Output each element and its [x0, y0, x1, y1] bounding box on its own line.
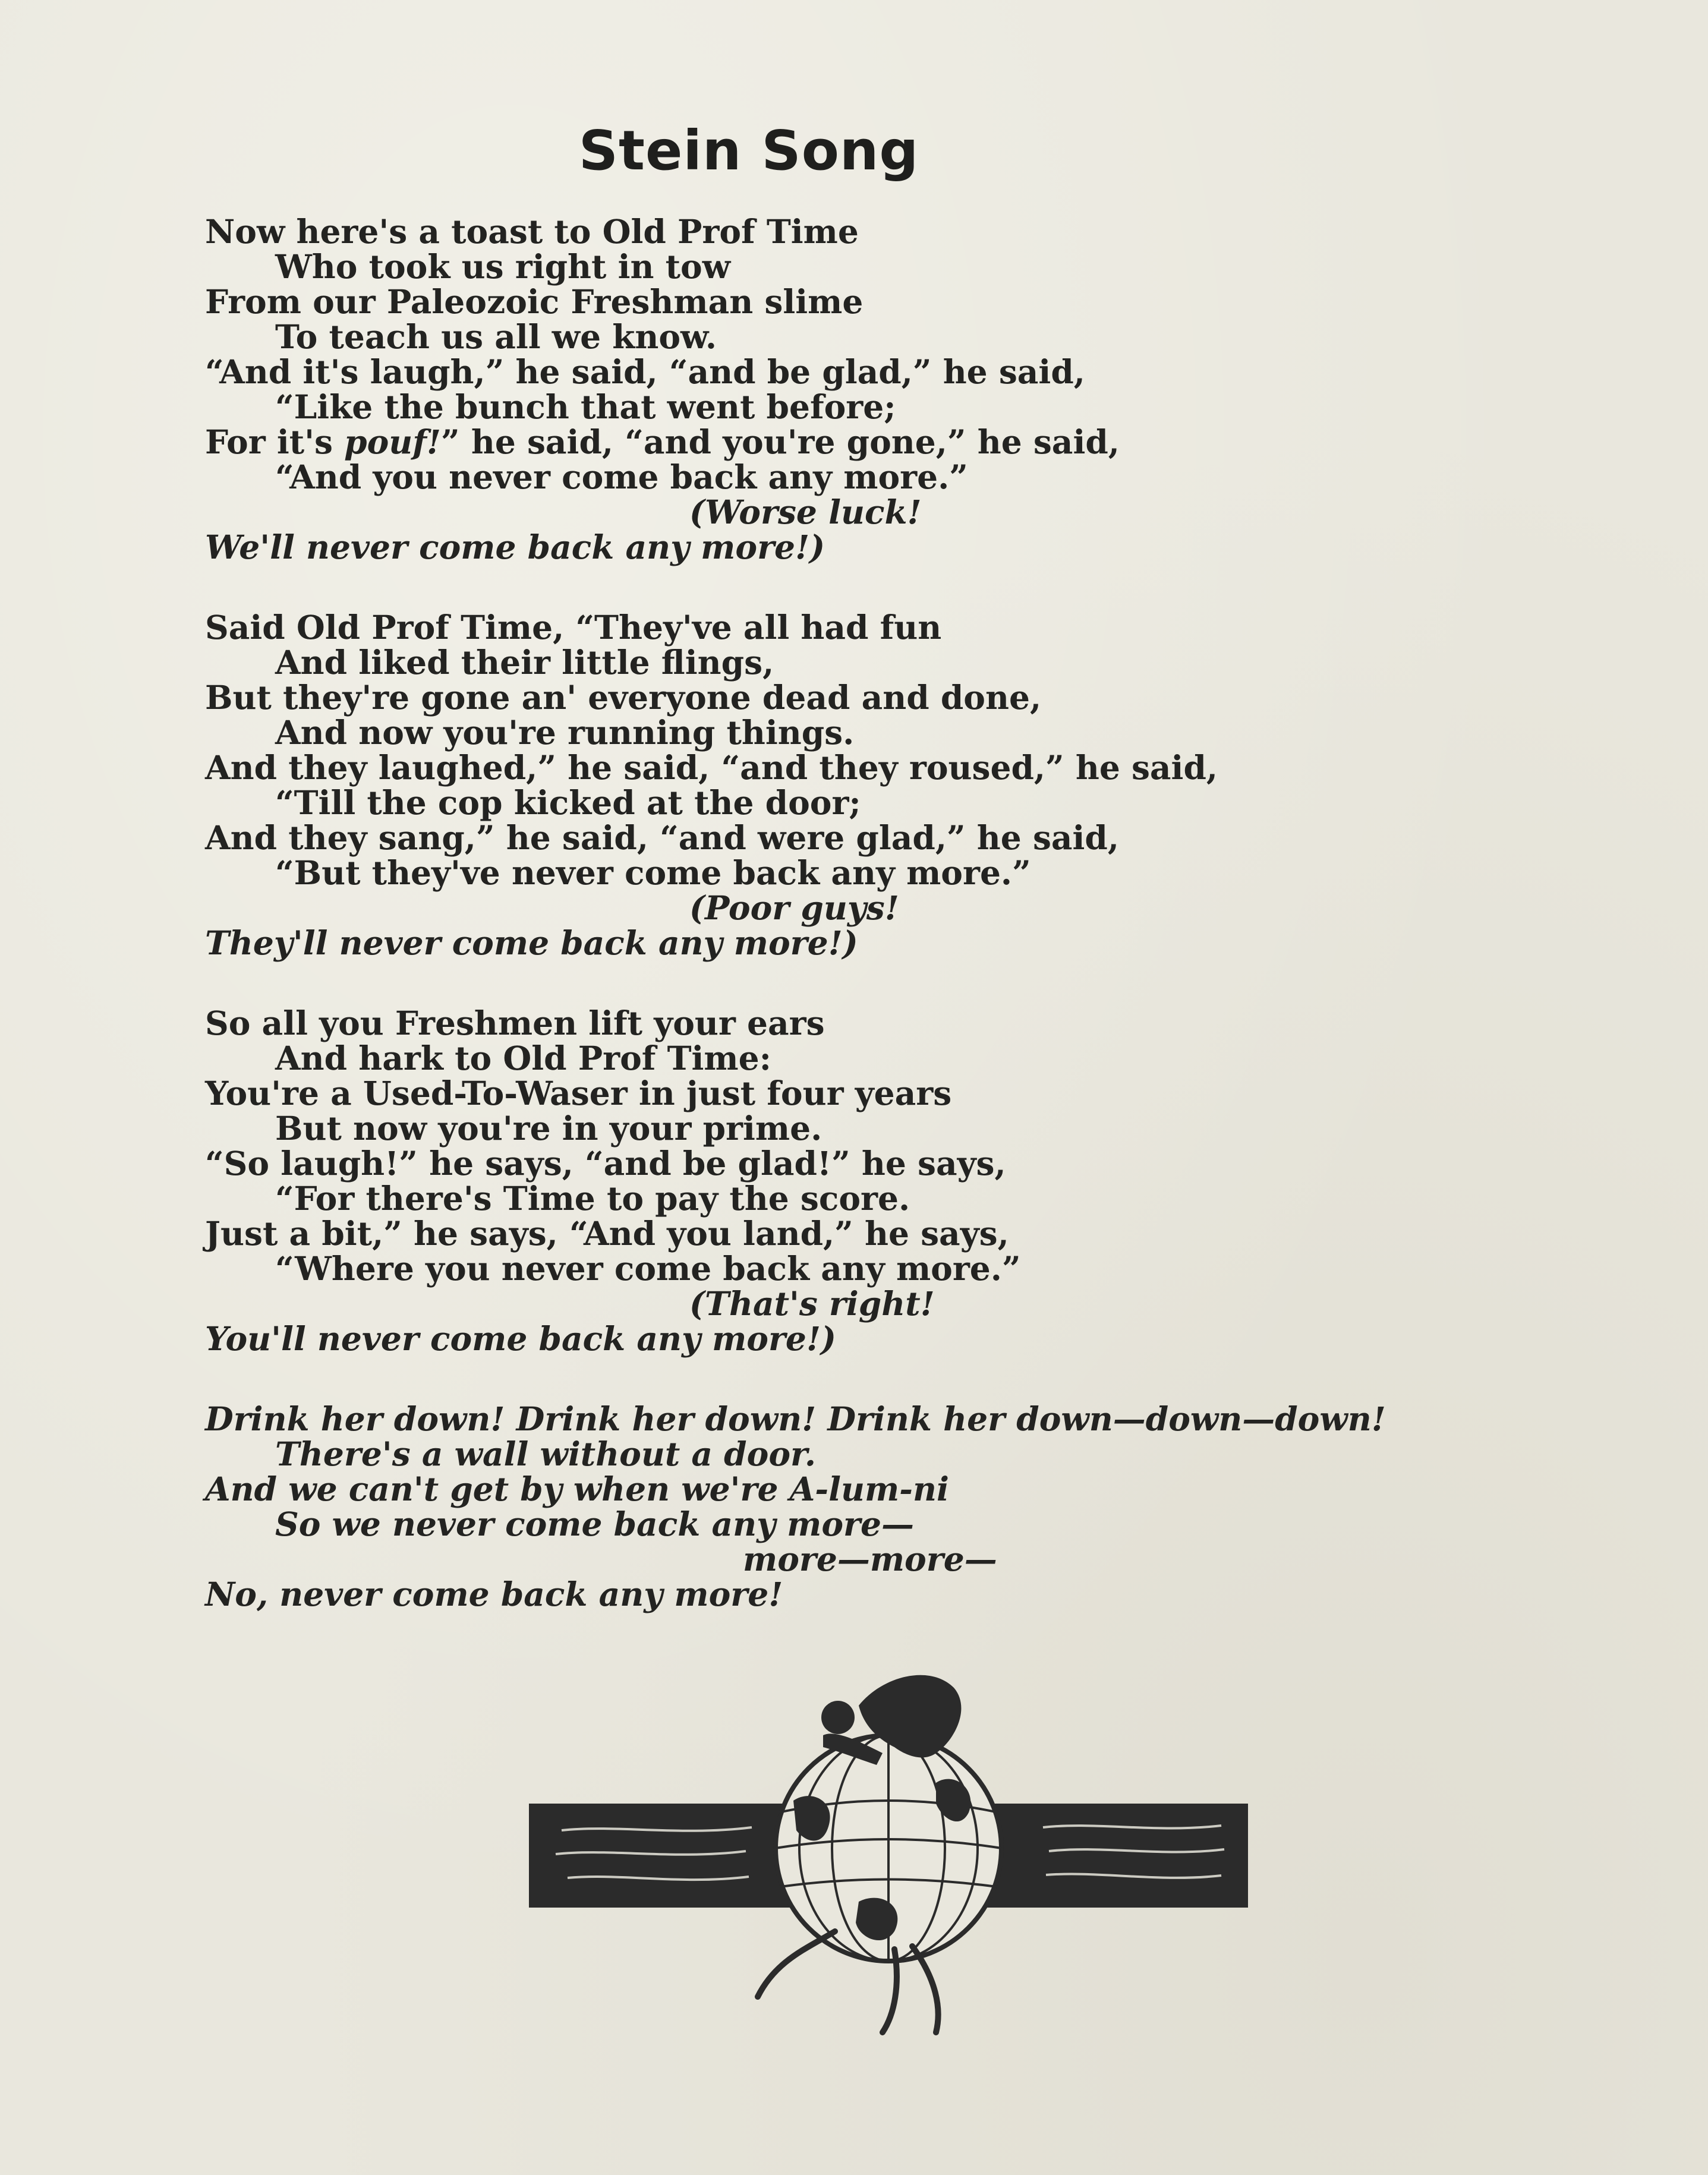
verse-line: So all you Freshmen lift your ears: [205, 1004, 825, 1042]
verse-line: Said Old Prof Time, “They've all had fun: [205, 608, 942, 647]
poem: [205, 214, 1572, 1657]
verse-line: “Like the bunch that went before;: [275, 387, 896, 426]
verse-line: “But they've never come back any more.”: [275, 853, 1031, 892]
verse-line: Just a bit,” he says, “And you land,” he says,: [205, 1214, 1009, 1253]
verse-aside: (That's right!: [689, 1284, 935, 1323]
chorus-line: And we can't get by when we're A-lum-ni: [205, 1470, 949, 1508]
verse-line: Who took us right in tow: [275, 247, 731, 286]
verse-line: “Where you never come back any more.”: [275, 1249, 1021, 1288]
verse-refrain: We'll never come back any more!): [205, 528, 825, 566]
chorus-line: There's a wall without a door.: [275, 1435, 817, 1473]
verse-refrain: They'll never come back any more!): [205, 923, 858, 962]
chorus-line: more—more—: [743, 1540, 997, 1578]
chorus-line: So we never come back any more—: [275, 1505, 915, 1543]
verse-aside: (Poor guys!: [689, 888, 899, 927]
verse-line: “Till the cop kicked at the door;: [275, 783, 861, 822]
verse-line: From our Paleozoic Freshman slime: [205, 282, 864, 321]
stanza-3: [205, 1005, 1572, 1356]
verse-line: And liked their little flings,: [275, 643, 774, 682]
verse-fragment-italic: pouf!: [344, 423, 442, 461]
verse-line: “For there's Time to pay the score.: [275, 1179, 910, 1218]
verse-line: You're a Used-To-Waser in just four years: [205, 1074, 952, 1112]
globe-figure-icon: [526, 1652, 1251, 2044]
verse-line: And hark to Old Prof Time:: [275, 1039, 771, 1077]
verse-refrain: You'll never come back any more!): [205, 1319, 837, 1358]
verse-line: And they sang,” he said, “and were glad,” he said,: [205, 818, 1120, 857]
page-title: Stein Song: [578, 119, 919, 182]
verse-line: And they laughed,” he said, “and they roused,” he said,: [205, 748, 1218, 787]
verse-line: “And you never come back any more.”: [275, 458, 968, 496]
verse-fragment: For it's: [205, 423, 333, 461]
verse-line: “And it's laugh,” he said, “and be glad,” he said,: [205, 352, 1085, 391]
stanza-2: [205, 610, 1572, 960]
verse-aside: (Worse luck!: [689, 493, 922, 531]
verse-line: Now here's a toast to Old Prof Time: [205, 212, 859, 251]
chorus-line: Drink her down! Drink her down! Drink her down—down—down!: [205, 1399, 1386, 1438]
verse-line: And now you're running things.: [275, 713, 855, 752]
stanza-4-chorus: [205, 1401, 1572, 1612]
verse-line: But now you're in your prime.: [275, 1109, 823, 1148]
verse-line: But they're gone an' everyone dead and done,: [205, 678, 1042, 717]
verse-line: “So laugh!” he says, “and be glad!” he says,: [205, 1144, 1006, 1183]
stanza-1: [205, 214, 1572, 565]
verse-fragment: ” he said, “and you're gone,” he said,: [441, 423, 1120, 461]
chorus-line: No, never come back any more!: [205, 1575, 783, 1613]
verse-line: To teach us all we know.: [275, 317, 717, 356]
verse-line-mixed: [205, 424, 1572, 459]
